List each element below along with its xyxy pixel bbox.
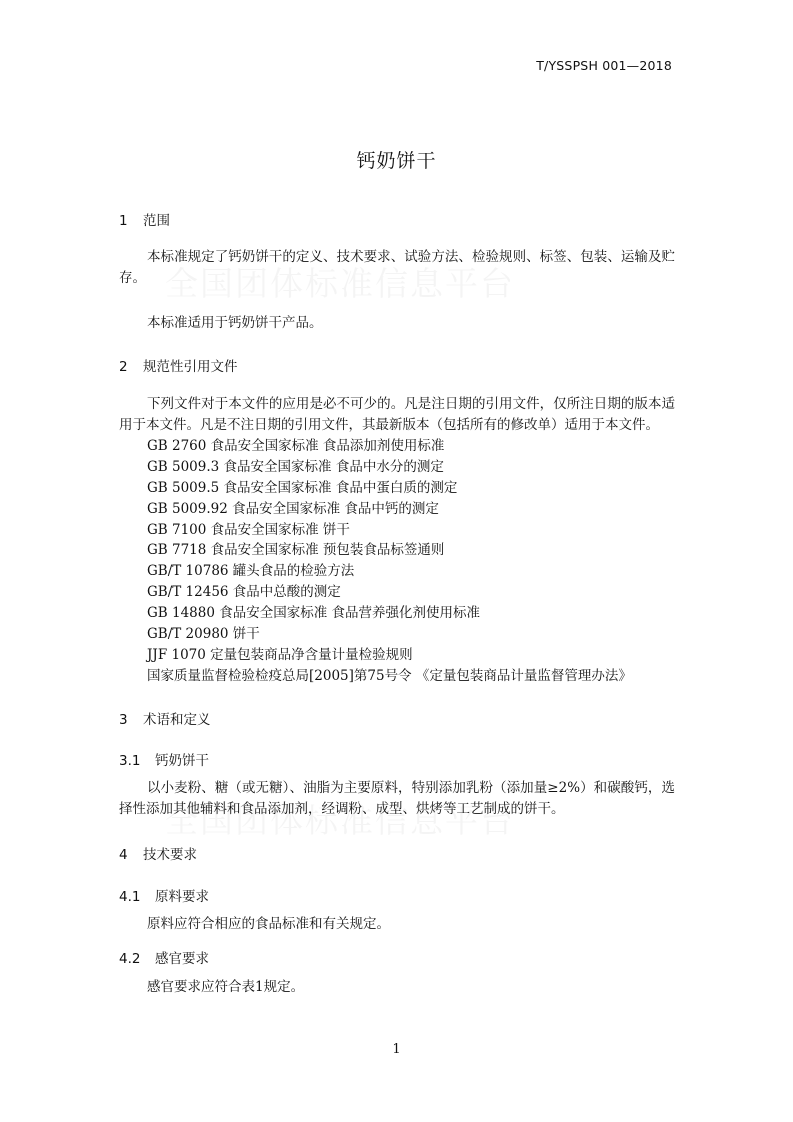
section-number: 3: [119, 712, 128, 728]
section-title: 范围: [143, 213, 170, 229]
reference-list: [147, 436, 632, 687]
section-number: 4.2: [119, 951, 141, 967]
section-heading-4: [119, 843, 197, 863]
section-title: 原料要求: [155, 889, 209, 905]
section-heading-3: [119, 708, 211, 728]
section-title: 技术要求: [143, 847, 197, 863]
subsection-heading-3-1: [119, 749, 209, 769]
section-number: 4: [119, 847, 128, 863]
section-number: 3.1: [119, 753, 141, 769]
reference-item: GB 5009.92 食品安全国家标准 食品中钙的测定: [147, 500, 439, 517]
reference-item: GB 7718 食品安全国家标准 预包装食品标签通则: [147, 542, 445, 559]
document-title: 钙奶饼干: [356, 150, 437, 172]
reference-item: GB 5009.3 食品安全国家标准 食品中水分的测定: [147, 458, 444, 475]
reference-item: GB/T 10786 罐头食品的检验方法: [147, 563, 355, 580]
reference-item: GB/T 20980 饼干: [147, 626, 260, 643]
paragraph: 原料应符合相应的食品标准和有关规定。: [147, 916, 390, 932]
reference-item: GB 14880 食品安全国家标准 食品营养强化剂使用标准: [147, 605, 481, 622]
section-title: 感官要求: [155, 951, 209, 967]
subsection-heading-4-2: [119, 947, 209, 967]
reference-item: GB/T 12456 食品中总酸的测定: [147, 584, 341, 601]
reference-item: GB 5009.5 食品安全国家标准 食品中蛋白质的测定: [147, 479, 458, 496]
section-number: 2: [119, 359, 128, 375]
section-title: 术语和定义: [143, 712, 211, 728]
standard-code: T/YSSPSH 001—2018: [536, 58, 672, 73]
paragraph: 本标准规定了钙奶饼干的定义、技术要求、试验方法、检验规则、标签、包装、运输及贮存。: [119, 249, 675, 286]
reference-item: JJF 1070 定量包装商品净含量计量检验规则: [147, 646, 413, 663]
paragraph: 本标准适用于钙奶饼干产品。: [147, 315, 323, 331]
section-heading-1: [119, 209, 170, 229]
section-title: 规范性引用文件: [143, 359, 238, 375]
paragraph: 下列文件对于本文件的应用是必不可少的。凡是注日期的引用文件，仅所注日期的版本适用于本文件。凡是不注日期的引用文件，其最新版本（包括所有的修改单）适用于本文件。: [119, 396, 675, 433]
subsection-heading-4-1: [119, 885, 209, 905]
section-heading-2: [119, 355, 238, 375]
section-number: 4.1: [119, 889, 141, 905]
reference-item: GB 2760 食品安全国家标准 食品添加剂使用标准: [147, 438, 445, 454]
section-number: 1: [119, 213, 128, 229]
section-title: 钙奶饼干: [155, 753, 209, 769]
reference-item: GB 7100 食品安全国家标准 饼干: [147, 521, 350, 538]
page-number: 1: [392, 1042, 401, 1057]
paragraph: 感官要求应符合表1规定。: [147, 979, 305, 995]
paragraph: 以小麦粉、糖（或无糖）、油脂为主要原料，特别添加乳粉（添加量≥2%）和碳酸钙，选择性添加其他辅料和食品添加剂，经调粉、成型、烘烤等工艺制成的饼干。: [119, 780, 675, 817]
reference-item: 国家质量监督检验检疫总局[2005]第75号令 《定量包装商品计量监督管理办法》: [147, 667, 632, 684]
